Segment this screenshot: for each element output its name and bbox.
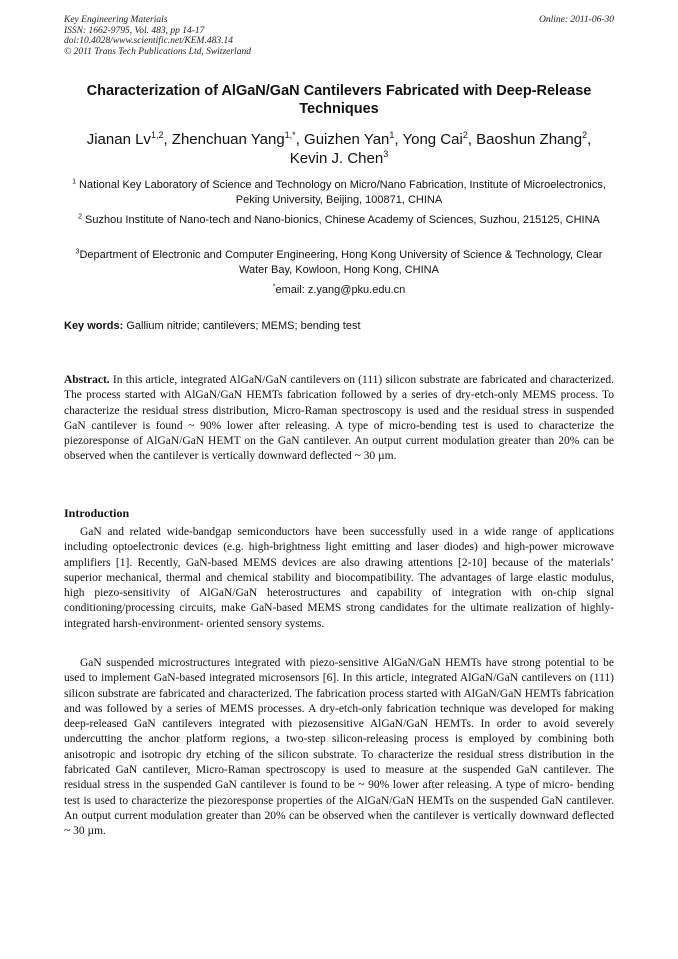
author: Baoshun Zhang (476, 131, 583, 148)
keywords (64, 319, 614, 334)
affiliation-mark: 3 (75, 248, 80, 256)
online-date: Online: 2011-06-30 (538, 15, 614, 25)
affiliation-text: National Key Laboratory of Science and Technology on Micro/Nano Fabrication, Institute of Microelectronics, Peking University, Beijing, 100871, CHINA (75, 179, 606, 206)
author-affiliation-mark: 1,* (284, 130, 296, 140)
author: Kevin J. Chen (289, 150, 384, 167)
keywords-text: Gallium nitride; cantilevers; MEMS; bending test (123, 320, 361, 332)
author-affiliation-mark: 1,2 (150, 130, 164, 140)
affiliation-mark: 2 (78, 213, 82, 221)
copyright-line: © 2011 Trans Tech Publications Ltd, Switzerland (64, 46, 251, 57)
paragraph: GaN suspended microstructures integrated with piezo-sensitive AlGaN/GaN HEMTs have strong potential to be used to implement GaN-based integrated microsensors [6]. In this article, integrated AlGaN/GaN cantilevers on (111) silicon substrate are fabricated and characterized. The fabrication process started with AlGaN/GaN HEMTs fabrication and was followed by a series of MEMS processes. A dry-etch-only fabrication technique was developed for making deep-released GaN cantilevers integrated with piezosensitive AlGaN/GaN HEMTs. In order to avoid severely undercutting the anchor platform regions, a two-step silicon-releasing process is employed by combining both anisotropic and isotropic dry etching of the silicon substrate. To characterize the residual stress distribution in the fabricated GaN cantilever, Micro-Raman spectroscopy is used to measure at the suspended GaN cantilever. The residual stress in the suspended GaN cantilever is found to be ~ 90% lower after releasing. A type of micro- bending test is used to characterize the piezoresponse properties of the AlGaN/GaN HEMTs on the suspended GaN cantilever. An output current modulation greater than 20% can be observed when the cantilever is vertically downward deflected ~ 30 µm. (64, 657, 614, 838)
author-affiliation-mark: 3 (383, 149, 389, 159)
abstract-text: In this article, integrated AlGaN/GaN cantilevers on (111) silicon substrate are fabricated and characterized. The process started with AlGaN/GaN HEMTs fabrication followed by a series of dry-etch-only MEMS process. To characterize the residual stress distribution, Micro-Raman spectroscopy is used and the residual stress in suspended GaN cantilever is found ~ 90% lower after releasing. A type of micro-bending test is used to characterize the piezoresponse of AlGaN/GaN HEMT on the GaN cantilever. An output current modulation greater than 20% can be observed when the cantilever is vertically downward deflected ~ 30 µm. (64, 374, 614, 463)
author-list: Jianan Lv$^{1,2}$, Zhenchuan Yang$^{1,*}$, Guizhen Yan$^1$, Yong Cai$^2$, Baoshun Zhang$^2$, Kevin J. Chen$^3$ (86, 130, 592, 167)
author-affiliation-mark: 2 (582, 130, 588, 140)
abstract-label: Abstract. (64, 374, 110, 386)
author: Guizhen Yan (304, 131, 390, 148)
issn-line: ISSN: 1662-9795, Vol. 483, pp 14-17 (64, 25, 205, 36)
journal-header (64, 15, 484, 57)
affiliation-text: Suzhou Institute of Nano-tech and Nano-bionics, Chinese Academy of Sciences, Suzhou, 215125, CHINA (81, 214, 600, 226)
doi-line: doi:10.4028/www.scientific.net/KEM.483.14 (64, 36, 233, 46)
affiliation-2 (64, 213, 614, 228)
keywords-label: Key words: (64, 320, 124, 332)
author: Jianan Lv (86, 131, 151, 148)
author-affiliation-mark: 1 (389, 130, 395, 140)
affiliation-3 (64, 248, 614, 278)
paragraph: GaN and related wide-bandgap semiconductors have been successfully used in a wide range of applications including optoelectronic devices (e.g. high-brightness light emitting and laser diodes) and high-power microwave amplifiers [1]. Recently, GaN-based MEMS devices are also drawing attentions [2-10] because of the materials’ superior mechanical, thermal and chemical stability and biocompatibility. The advantages of large elastic modulus, high piezo-sensitivity of AlGaN/GaN heterostructures and capability of integration with on-chip signal conditioning/processing circuits, make GaN-based MEMS strong candidates for the ultimate realization of highly-integrated harsh-environment- oriented sensory systems. (64, 526, 614, 630)
email-text: email: z.yang@pku.edu.cn (275, 284, 406, 296)
author-affiliation-mark: 2 (462, 130, 468, 140)
author: Yong Cai (402, 131, 463, 148)
paper-title: Characterization of AlGaN/GaN Cantilevers Fabricated with Deep-Release Techniques (86, 83, 592, 117)
introduction-heading: Introduction (64, 506, 130, 520)
affiliation-mark: 1 (72, 178, 76, 186)
contact-email (64, 283, 614, 298)
author: Zhenchuan Yang (171, 131, 285, 148)
affiliation-text: Department of Electronic and Computer Engineering, Hong Kong University of Science & Technology, Clear Water Bay, Kowloon, Hong Kong, CHINA (79, 249, 603, 276)
abstract (64, 373, 614, 465)
email-mark: * (272, 283, 276, 291)
journal-name: Key Engineering Materials (64, 15, 168, 25)
affiliation-1 (64, 178, 614, 208)
